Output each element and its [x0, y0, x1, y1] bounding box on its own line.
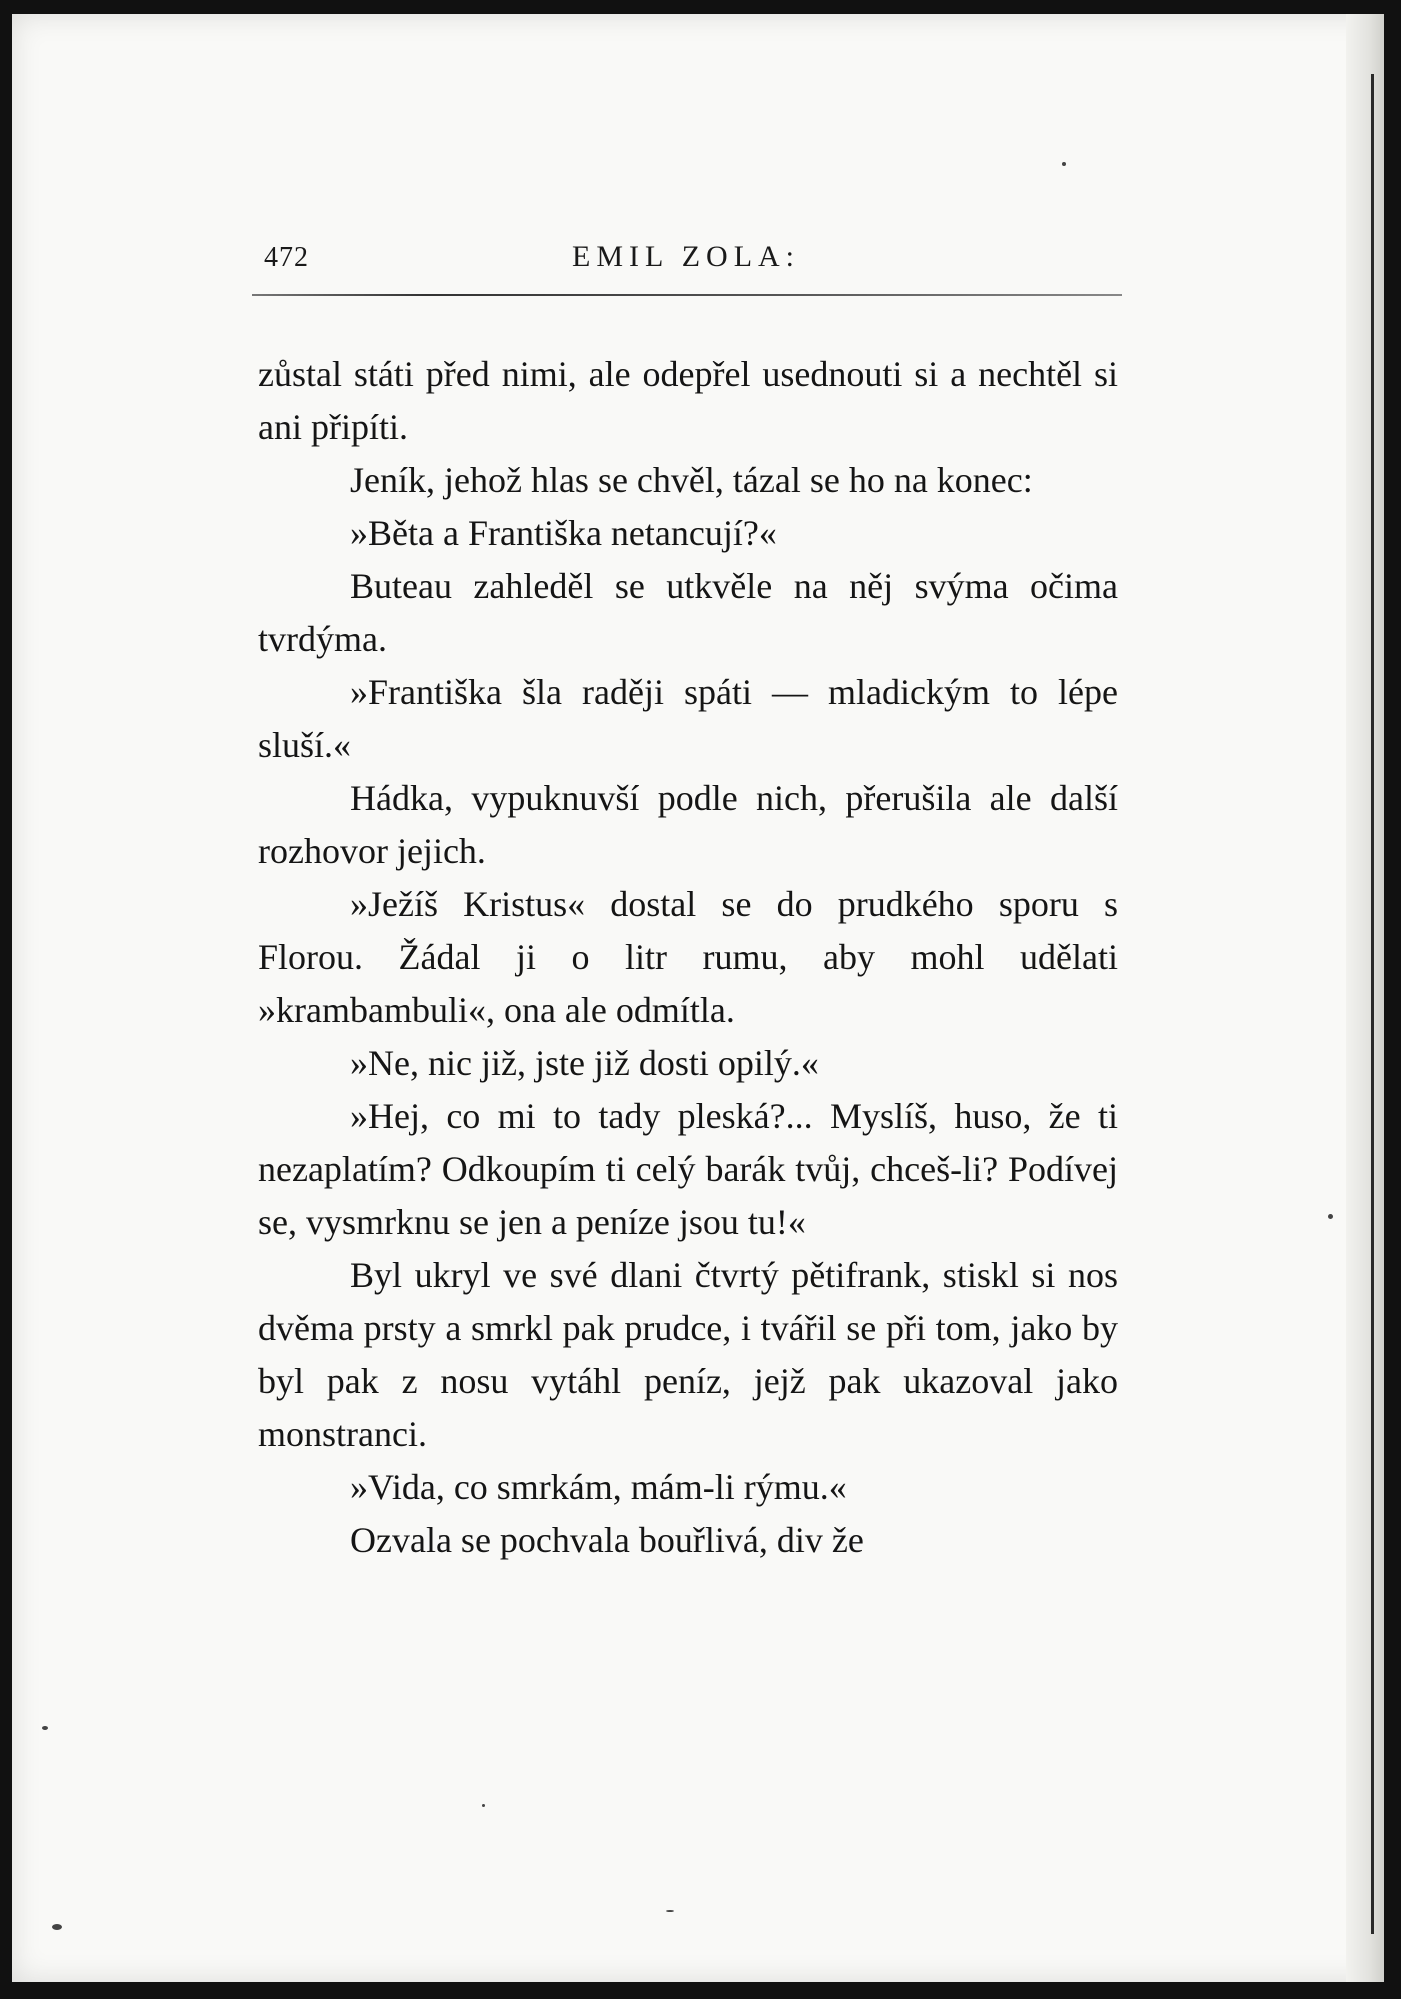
scan-speck — [52, 1924, 62, 1930]
running-head — [252, 242, 1122, 302]
paragraph: Buteau zahleděl se utkvěle na něj svýma očima tvrdýma. — [258, 566, 1118, 659]
scan-speck — [1328, 1214, 1333, 1219]
running-title: EMIL ZOLA: — [572, 240, 801, 273]
text-body — [258, 348, 1118, 1567]
paragraph: Ozvala se pochvala bouřlivá, div že — [350, 1520, 864, 1560]
paragraph: »Ne, nic již, jste již dosti opilý.« — [350, 1043, 819, 1083]
scan-speck — [666, 1910, 674, 1912]
paragraph: Hádka, vypuknuvší podle nich, přerušila ale další rozhovor jejich. — [258, 778, 1118, 871]
paragraph: Byl ukryl ve své dlani čtvrtý pětifrank, stiskl si nos dvěma prsty a smrkl pak prudce, i tvářil se při tom, jako by byl pak z nosu vytáhl peníz, jejž pak ukazoval jako monstranci. — [258, 1255, 1118, 1454]
paragraph: Jeník, jehož hlas se chvěl, tázal se ho na konec: — [350, 460, 1033, 500]
paragraph: zůstal státi před nimi, ale odepřel usednouti si a nechtěl si ani připíti. — [258, 354, 1118, 447]
paragraph: »Hej, co mi to tady pleská?... Myslíš, huso, že ti nezaplatím? Odkoupím ti celý barák tvůj, chceš-li? Podívej se, vysmrknu se jen a peníze jsou tu!« — [258, 1096, 1118, 1242]
page-number: 472 — [264, 242, 309, 273]
header-rule — [252, 294, 1122, 296]
paragraph: »Běta a Františka netancují?« — [350, 513, 777, 553]
page-right-edge — [1346, 14, 1384, 1982]
book-page — [12, 14, 1384, 1982]
paragraph: »Ježíš Kristus« dostal se do prudkého sporu s Florou. Žádal ji o litr rumu, aby mohl udělati »krambambuli«, ona ale odmítla. — [258, 884, 1118, 1030]
binding-shadow — [1371, 74, 1374, 1934]
paragraph: »Vida, co smrkám, mám-li rýmu.« — [350, 1467, 847, 1507]
paragraph: »Františka šla raději spáti — mladickým to lépe sluší.« — [258, 672, 1118, 765]
scan-speck — [1062, 162, 1066, 166]
scan-speck — [482, 1804, 485, 1807]
scan-speck — [42, 1726, 48, 1730]
